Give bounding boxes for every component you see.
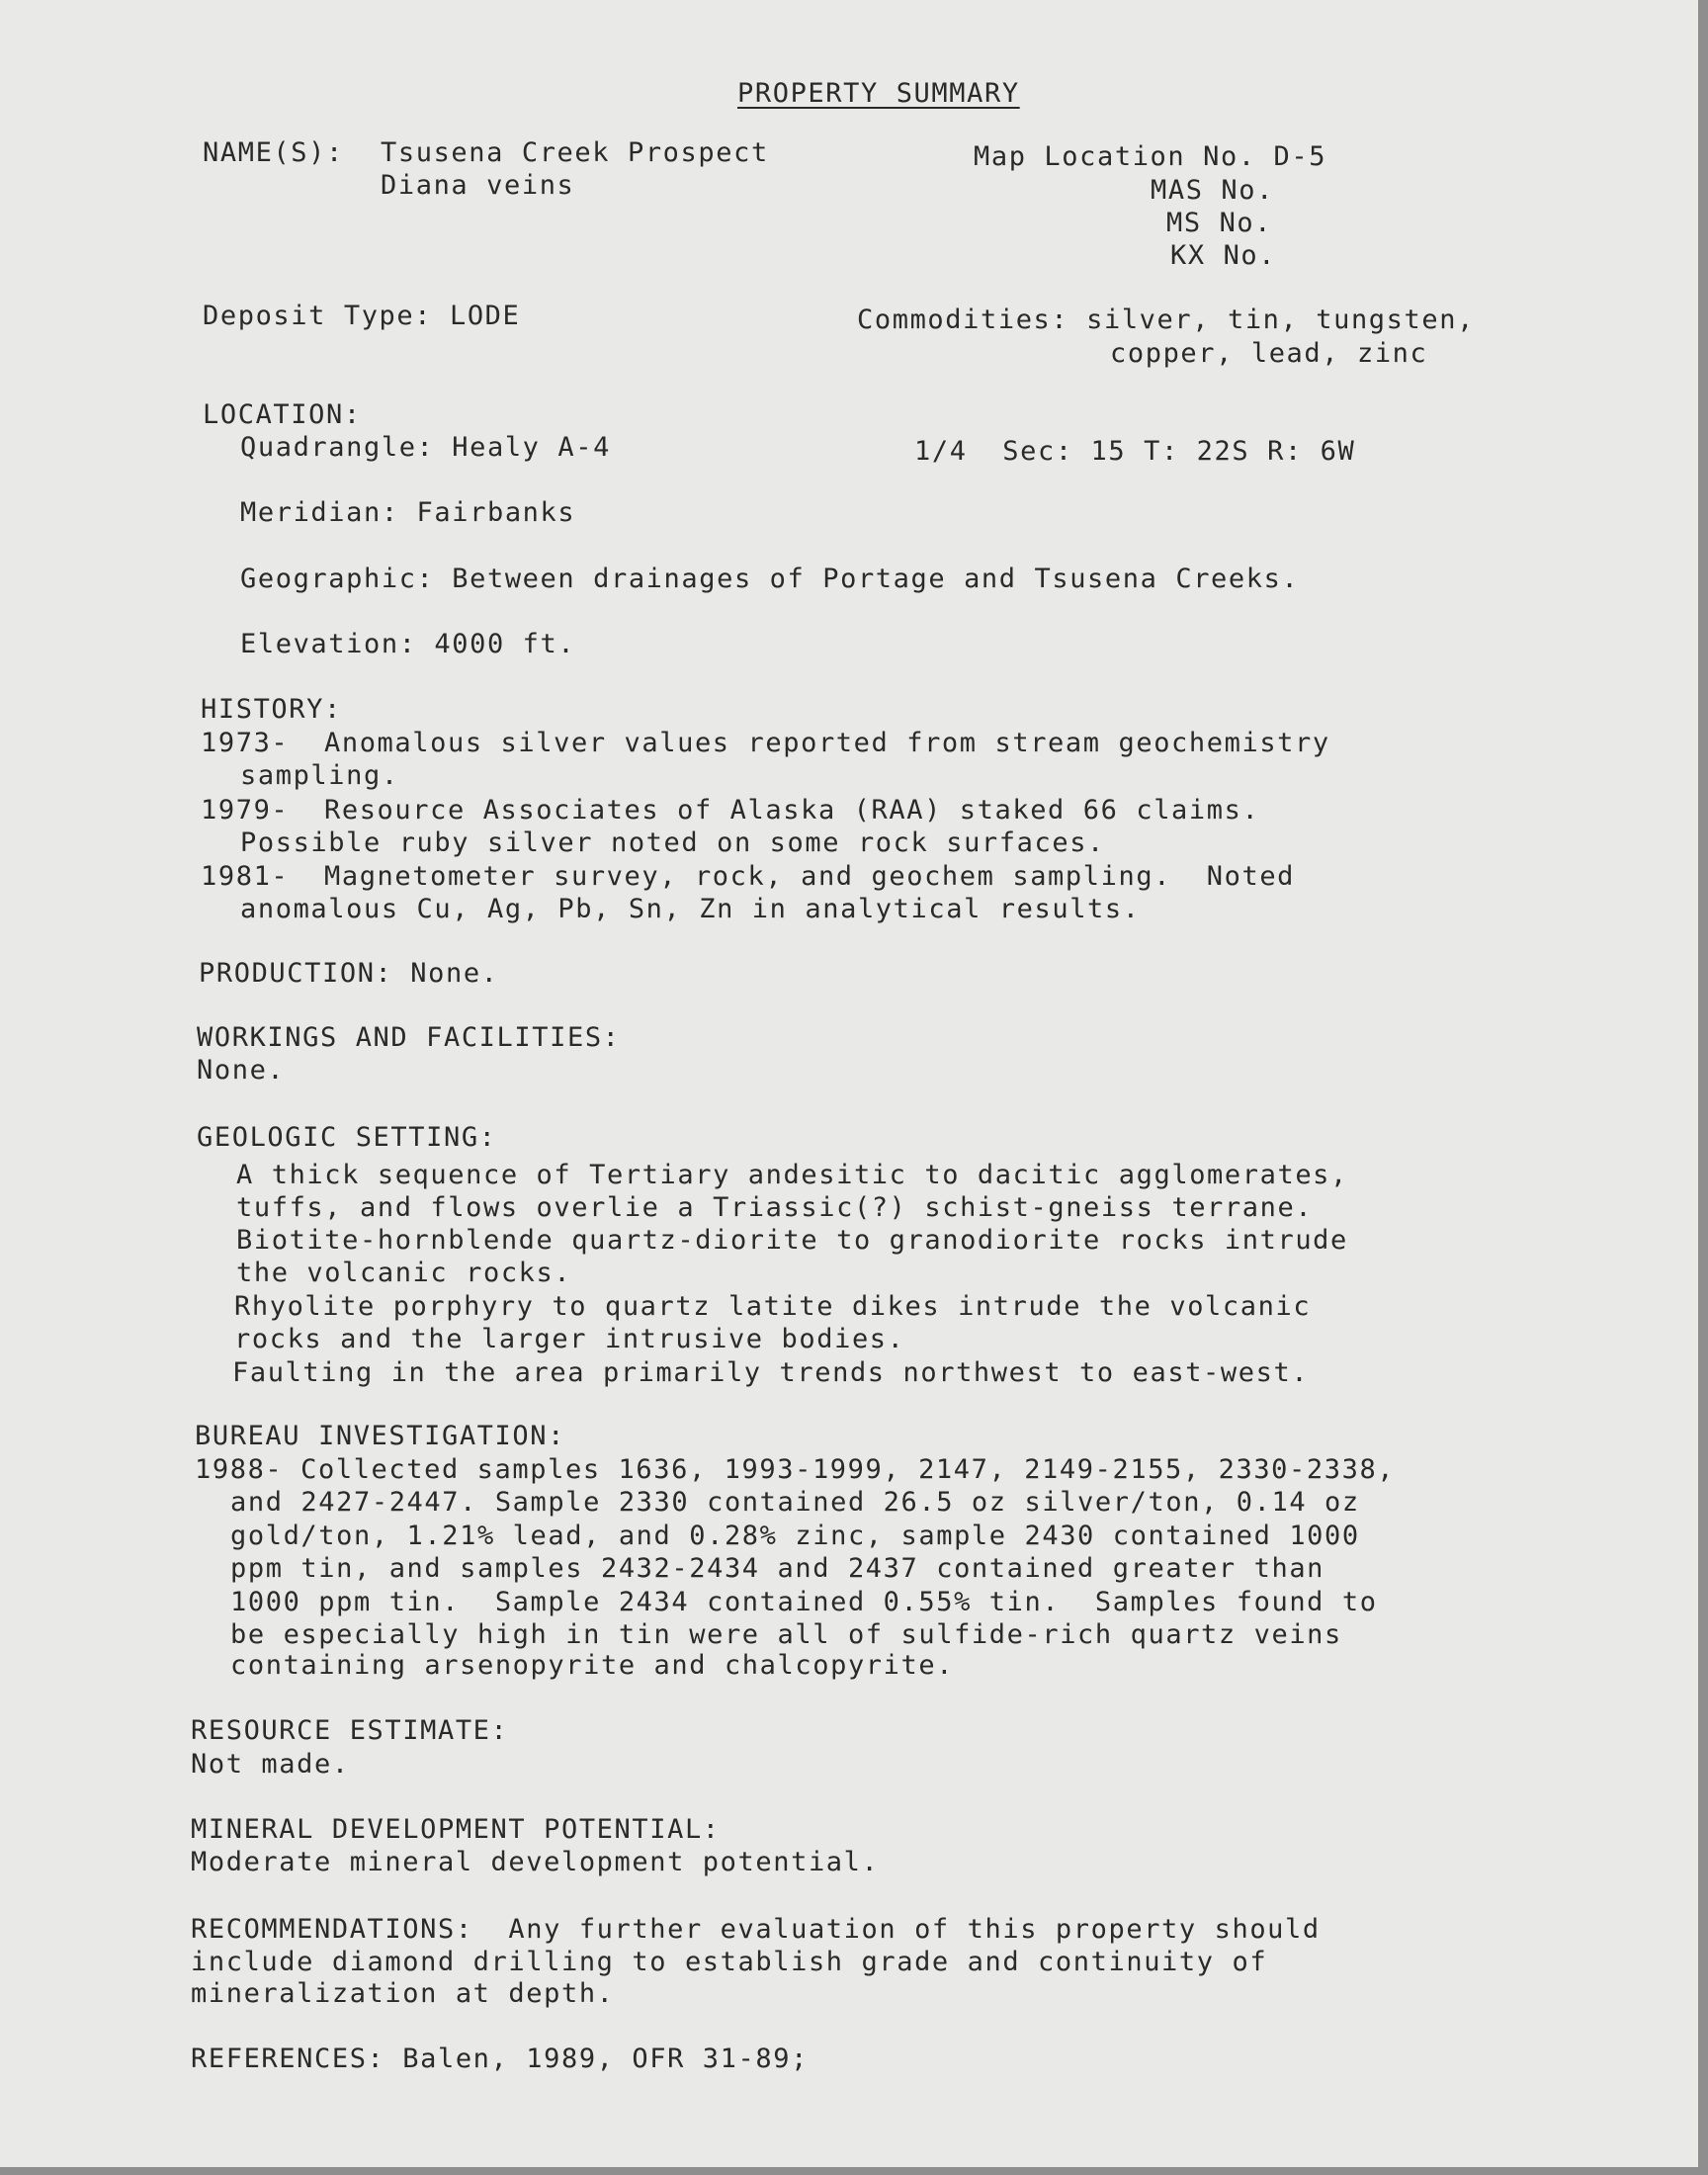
commodities-line-1: Commodities: silver, tin, tungsten,	[857, 304, 1475, 335]
mineral-potential-heading: MINERAL DEVELOPMENT POTENTIAL:	[191, 1814, 721, 1845]
bureau-line: containing arsenopyrite and chalcopyrite.	[230, 1650, 955, 1681]
deposit-type: Deposit Type: LODE	[203, 301, 521, 331]
location-heading: LOCATION:	[203, 399, 362, 430]
geologic-line: Biotite-hornblende quartz-diorite to granodiorite rocks intrude	[236, 1225, 1348, 1256]
history-line: 1979- Resource Associates of Alaska (RAA) staked 66 claims.	[201, 795, 1260, 826]
bureau-line: 1988- Collected samples 1636, 1993-1999, 2147, 2149-2155, 2330-2338,	[195, 1454, 1396, 1485]
kx-number: KX No.	[1170, 240, 1277, 271]
bureau-line: 1000 ppm tin. Sample 2434 contained 0.55% tin. Samples found to	[230, 1587, 1378, 1617]
geologic-line: Rhyolite porphyry to quartz latite dikes intrude the volcanic	[234, 1291, 1312, 1322]
meridian: Meridian: Fairbanks	[240, 497, 576, 528]
bureau-line: and 2427-2447. Sample 2330 contained 26.5 oz silver/ton, 0.14 oz	[230, 1487, 1360, 1518]
history-line: 1973- Anomalous silver values reported from stream geochemistry	[201, 728, 1330, 758]
quadrangle: Quadrangle: Healy A-4	[240, 432, 611, 463]
workings-text: None.	[197, 1055, 286, 1086]
names-label: NAME(S):	[203, 137, 344, 168]
document-title: PROPERTY SUMMARY	[737, 78, 1020, 109]
workings-heading: WORKINGS AND FACILITIES:	[197, 1022, 621, 1053]
history-line: Possible ruby silver noted on some rock surfaces.	[240, 827, 1105, 858]
name-primary: Tsusena Creek Prospect	[381, 137, 769, 168]
map-location: Map Location No. D-5	[974, 141, 1327, 172]
production: PRODUCTION: None.	[199, 958, 499, 989]
geographic: Geographic: Between drainages of Portage and Tsusena Creeks.	[240, 564, 1300, 594]
geologic-line: the volcanic rocks.	[236, 1258, 572, 1288]
geologic-line: A thick sequence of Tertiary andesitic to dacitic agglomerates,	[236, 1160, 1348, 1190]
geologic-line: tuffs, and flows overlie a Triassic(?) schist-gneiss terrane.	[236, 1192, 1314, 1223]
geologic-line: Faulting in the area primarily trends northwest to east-west.	[232, 1357, 1310, 1388]
recommendations-line: include diamond drilling to establish grade and continuity of	[191, 1947, 1268, 1977]
geologic-setting-heading: GEOLOGIC SETTING:	[197, 1122, 497, 1153]
recommendations-line: RECOMMENDATIONS: Any further evaluation of this property should	[191, 1914, 1321, 1945]
name-secondary: Diana veins	[381, 170, 575, 201]
bureau-line: be especially high in tin were all of sulfide-rich quartz veins	[230, 1619, 1342, 1650]
geologic-line: rocks and the larger intrusive bodies.	[234, 1324, 905, 1354]
ms-number: MS No.	[1166, 208, 1273, 238]
resource-estimate-text: Not made.	[191, 1749, 350, 1780]
bureau-line: gold/ton, 1.21% lead, and 0.28% zinc, sample 2430 contained 1000	[230, 1521, 1360, 1551]
bureau-line: ppm tin, and samples 2432-2434 and 2437 contained greater than	[230, 1553, 1325, 1584]
history-heading: HISTORY:	[201, 694, 342, 725]
section-township-range: 1/4 Sec: 15 T: 22S R: 6W	[914, 436, 1356, 467]
history-line: sampling.	[240, 760, 399, 791]
recommendations-line: mineralization at depth.	[191, 1978, 615, 2009]
resource-estimate-heading: RESOURCE ESTIMATE:	[191, 1715, 509, 1746]
history-line: anomalous Cu, Ag, Pb, Sn, Zn in analytical results.	[240, 894, 1141, 924]
history-line: 1981- Magnetometer survey, rock, and geochem sampling. Noted	[201, 861, 1296, 892]
elevation: Elevation: 4000 ft.	[240, 629, 576, 659]
mineral-potential-text: Moderate mineral development potential.	[191, 1847, 880, 1877]
mas-number: MAS No.	[1151, 175, 1274, 206]
commodities-line-2: copper, lead, zinc	[1110, 338, 1428, 369]
references: REFERENCES: Balen, 1989, OFR 31-89;	[191, 2044, 809, 2074]
bureau-investigation-heading: BUREAU INVESTIGATION:	[195, 1421, 565, 1451]
